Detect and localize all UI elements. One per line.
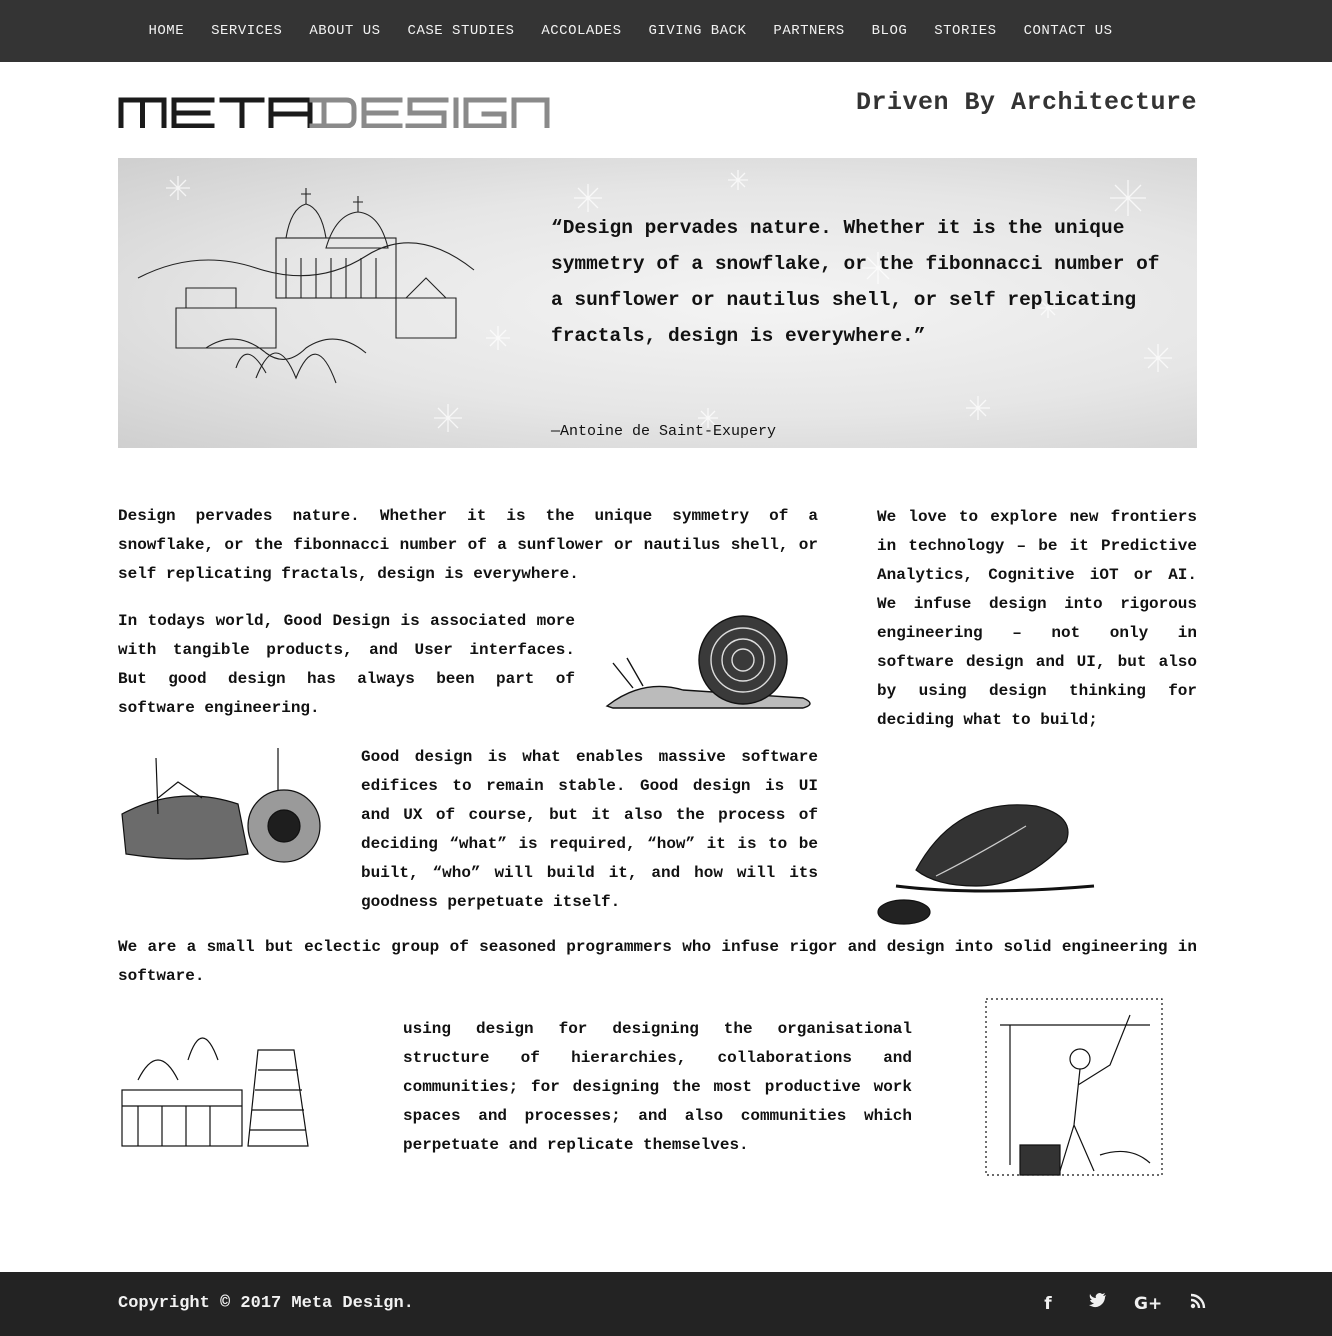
group-paragraph: We are a small but eclectic group of seasoned programmers who infuse rigor and design into solid engineering in software. [118,938,1197,985]
rss-icon[interactable] [1184,1292,1212,1316]
edifices-paragraph: Good design is what enables massive software edifices to remain stable. Good design is UI and UX of course, but it also the process of deciding “what” is required, “how” it is to be built, “who” will build it, and how will its goodness perpetuate itself. [361,748,818,911]
nav-item-partners [760,0,858,62]
nav-item-giving-back [635,0,760,62]
sunflower-field-illustration-icon [118,744,328,872]
hero-quote: “Design pervades nature. Whether it is the unique symmetry of a snowflake, or the fibonnacci number of a sunflower or nautilus shell, or self replicating fractals, design is everywhere.” [551,217,1160,347]
nav-link-home[interactable]: HOME [148,23,185,39]
nav-menu [135,0,1126,62]
site-tagline: Driven By Architecture [855,88,1197,117]
google-plus-icon[interactable]: G+ [1134,1294,1163,1314]
nav-item-blog [858,0,921,62]
nav-item-contact-us [1010,0,1126,62]
top-navigation [0,0,1332,62]
software-paragraph: In todays world, Good Design is associated more with tangible products, and User interfaces. But good design has always been part of software engineering. [118,612,575,717]
rss-feed-icon [1190,1293,1206,1309]
snail-illustration-icon [603,608,819,712]
frontiers-paragraph: We love to explore new frontiers in technology – be it Predictive Analytics, Cognitive iOT or AI. We infuse design into rigorous engineering – not only in software design and UI, but also by using design thinking for deciding what to build; [877,508,1197,729]
hero-banner [118,158,1197,448]
nav-link-giving-back[interactable]: GIVING BACK [648,23,747,39]
nav-link-case-studies[interactable]: CASE STUDIES [407,23,515,39]
social-links [1034,1292,1212,1316]
blacksmith-illustration-icon [980,995,1170,1183]
cathedral-sketch-icon [136,178,476,393]
nav-link-partners[interactable]: PARTNERS [773,23,845,39]
nav-item-home [135,0,198,62]
nav-link-contact-us[interactable]: CONTACT US [1023,23,1113,39]
site-logo[interactable] [118,96,550,128]
site-footer [0,1272,1332,1336]
organisation-paragraph: using design for designing the organisational structure of hierarchies, collaborations and communities; for designing the most productive work spaces and processes; and also communities which perpetuate and replicate themselves. [403,1020,912,1154]
intro-paragraph: Design pervades nature. Whether it is the unique symmetry of a snowflake, or the fibonnacci number of a sunflower or nautilus shell, or self replicating fractals, design is everywhere. [118,507,818,583]
twitter-bird-icon [1089,1293,1107,1309]
edifices-paragraph-top [361,743,818,917]
nav-item-accolades [528,0,635,62]
nav-link-about-us[interactable]: ABOUT US [309,23,381,39]
nav-item-about-us [296,0,394,62]
nav-item-services [198,0,296,62]
temple-illustration-icon [118,1010,328,1150]
nav-item-stories [921,0,1010,62]
copyright-text: Copyright © 2017 Meta Design. [118,1294,414,1313]
nav-link-accolades[interactable]: ACCOLADES [541,23,622,39]
nav-link-blog[interactable]: BLOG [871,23,908,39]
hero-quote-author: —Antoine de Saint-Exupery [551,423,777,440]
nav-link-stories[interactable]: STORIES [934,23,997,39]
nav-item-case-studies [394,0,528,62]
metadesign-logo-icon [118,96,550,128]
seashell-illustration-icon [876,786,1098,930]
nav-link-services[interactable]: SERVICES [211,23,283,39]
facebook-icon[interactable]: f [1044,1294,1052,1314]
twitter-icon[interactable] [1084,1292,1112,1316]
